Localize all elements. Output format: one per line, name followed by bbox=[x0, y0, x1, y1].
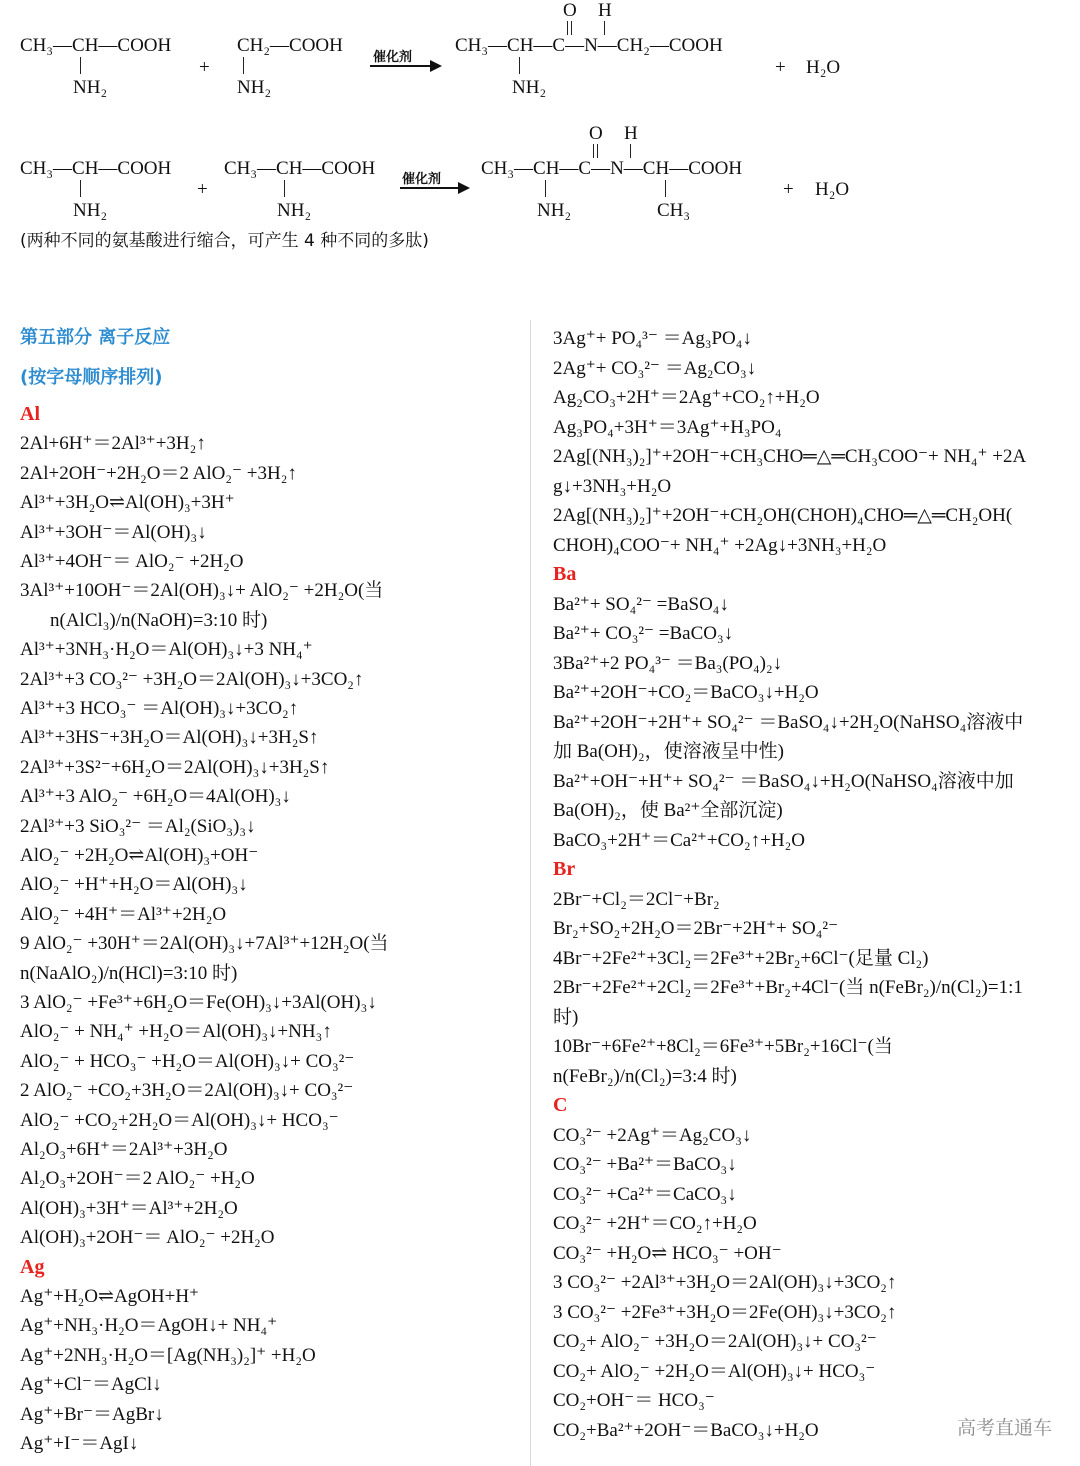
equation-line: CO₃²⁻ +Ba²⁺＝BaCO₃↓ bbox=[553, 1154, 737, 1175]
equation-line: 3Ag⁺+ PO₄³⁻ ＝Ag₃PO₄↓ bbox=[553, 328, 752, 349]
row2-product-nh2: NH₂ bbox=[537, 200, 572, 221]
equation-line: n(NaAlO₂)/n(HCl)=3:10 时) bbox=[20, 962, 238, 984]
equation-line: Ag₃PO₄+3H⁺＝3Ag⁺+H₃PO₄ bbox=[553, 416, 782, 438]
letter-heading: Ba bbox=[553, 563, 577, 585]
row1-reactant2-nh2: NH₂ bbox=[237, 77, 272, 98]
row1-product: CH₃—CH—C—N—CH₂—COOH bbox=[455, 35, 723, 56]
equation-line: AlO₂⁻ +4H⁺＝Al³⁺+2H₂O bbox=[20, 903, 227, 925]
equation-line: AlO₂⁻ +H⁺+H₂O＝Al(OH)₃↓ bbox=[20, 874, 248, 896]
equation-line: Ba²⁺+2OH⁻+2H⁺+ SO₄²⁻ ＝BaSO₄↓+2H₂O(NaHSO₄溶液中 bbox=[553, 711, 1024, 733]
equation-line: 3 CO₃²⁻ +2Al³⁺+3H₂O＝2Al(OH)₃↓+3CO₂↑ bbox=[553, 1272, 897, 1293]
equation-line: Ag₂CO₃+2H⁺＝2Ag⁺+CO₂↑+H₂O bbox=[553, 387, 820, 408]
water: H₂O bbox=[806, 57, 841, 78]
carbonyl-oxygen: O bbox=[563, 0, 577, 21]
equation-line: 3 CO₃²⁻ +2Fe³⁺+3H₂O＝2Fe(OH)₃↓+3CO₂↑ bbox=[553, 1301, 897, 1323]
equation-line: 2Ag[(NH₃)₂]⁺+2OH⁻+CH₃CHO═△═CH₃COO⁻+ NH₄⁺ +2A bbox=[553, 446, 1027, 467]
bond-line bbox=[519, 57, 520, 74]
equation-line: Al³⁺+3HS⁻+3H₂O＝Al(OH)₃↓+3H₂S↑ bbox=[20, 727, 319, 749]
catalyst-label: 催化剂 bbox=[373, 50, 413, 65]
row2-reactant2-nh2: NH₂ bbox=[277, 200, 312, 221]
amide-hydrogen: H bbox=[624, 123, 638, 144]
equation-line: CO₂+ AlO₂⁻ +2H₂O＝Al(OH)₃↓+ HCO₃⁻ bbox=[553, 1360, 876, 1382]
plus-sign: + bbox=[199, 57, 210, 78]
equation-line: CO₃²⁻ +2H⁺＝CO₂↑+H₂O bbox=[553, 1213, 757, 1234]
row2-reactant1-nh2: NH₂ bbox=[73, 200, 108, 221]
bond-line bbox=[284, 180, 285, 197]
equation-line: Ag⁺+I⁻＝AgI↓ bbox=[20, 1433, 139, 1454]
equation-line: Al³⁺+4OH⁻＝ AlO₂⁻ +2H₂O bbox=[20, 551, 244, 572]
section-subtitle: (按字母顺序排列) bbox=[20, 367, 163, 388]
bond-line bbox=[243, 57, 244, 74]
equation-line: CO₂+ AlO₂⁻ +3H₂O＝2Al(OH)₃↓+ CO₃²⁻ bbox=[553, 1331, 877, 1352]
equation-line: Al³⁺+3OH⁻＝Al(OH)₃↓ bbox=[20, 521, 207, 543]
equation-line: 2Al³⁺+3 SiO₃²⁻ ＝Al₂(SiO₃)₃↓ bbox=[20, 815, 256, 837]
column-divider bbox=[530, 320, 531, 1466]
equation-line: 2Br⁻+Cl₂＝2Cl⁻+Br₂ bbox=[553, 888, 720, 910]
row2-reactant1: CH₃—CH—COOH bbox=[20, 158, 172, 179]
equation-line: g↓+3NH₃+H₂O bbox=[553, 475, 672, 497]
double-bond-line bbox=[593, 144, 594, 158]
bond-line bbox=[604, 21, 605, 35]
row1-reactant1-nh2: NH₂ bbox=[73, 77, 108, 98]
equation-line: 3Ba²⁺+2 PO₄³⁻ ＝Ba₃(PO₄)₂↓ bbox=[553, 652, 783, 674]
equation-line: 3 AlO₂⁻ +Fe³⁺+6H₂O＝Fe(OH)₃↓+3Al(OH)₃↓ bbox=[20, 992, 377, 1013]
equation-line: 10Br⁻+6Fe²⁺+8Cl₂＝6Fe³⁺+5Br₂+16Cl⁻(当 bbox=[553, 1036, 893, 1057]
equation-line: n(FeBr₂)/n(Cl₂)=3:4 时) bbox=[553, 1065, 737, 1087]
plus-sign: + bbox=[775, 57, 786, 78]
water: H₂O bbox=[815, 179, 850, 200]
reaction-arrow-icon bbox=[400, 187, 468, 189]
equation-line: 2Ag⁺+ CO₃²⁻ ＝Ag₂CO₃↓ bbox=[553, 357, 757, 379]
diagram-caption: (两种不同的氨基酸进行缩合，可产生 4 种不同的多肽) bbox=[20, 231, 429, 251]
plus-sign: + bbox=[783, 179, 794, 200]
bond-line bbox=[545, 180, 546, 197]
amide-hydrogen: H bbox=[598, 0, 612, 21]
bond-line bbox=[630, 144, 631, 158]
equation-line: 2Ag[(NH₃)₂]⁺+2OH⁻+CH₂OH(CHOH)₄CHO═△═CH₂OH( bbox=[553, 505, 1013, 526]
equation-line: Ag⁺+2NH₃·H₂O＝[Ag(NH₃)₂]⁺ +H₂O bbox=[20, 1344, 316, 1366]
equation-line: CO₂+Ba²⁺+2OH⁻＝BaCO₃↓+H₂O bbox=[553, 1419, 819, 1441]
equation-line: Al³⁺+3NH₃·H₂O＝Al(OH)₃↓+3 NH₄⁺ bbox=[20, 639, 313, 661]
equation-line: 2Al³⁺+3 CO₃²⁻ +3H₂O＝2Al(OH)₃↓+3CO₂↑ bbox=[20, 668, 364, 690]
equation-line: CO₃²⁻ +H₂O⇌ HCO₃⁻ +OH⁻ bbox=[553, 1242, 782, 1264]
letter-heading: Al bbox=[20, 403, 40, 425]
equation-line: CO₂+OH⁻＝ HCO₃⁻ bbox=[553, 1390, 715, 1411]
equation-line: 加 Ba(OH)₂，使溶液呈中性) bbox=[553, 741, 784, 762]
equation-line: Ag⁺+H₂O⇌AgOH+H⁺ bbox=[20, 1286, 200, 1307]
equation-line: Al₂O₃+2OH⁻＝2 AlO₂⁻ +H₂O bbox=[20, 1168, 255, 1190]
equation-line: 9 AlO₂⁻ +30H⁺＝2Al(OH)₃↓+7Al³⁺+12H₂O(当 bbox=[20, 933, 389, 955]
equation-line: Ba²⁺+ CO₃²⁻ =BaCO₃↓ bbox=[553, 623, 734, 644]
equation-line: Al³⁺+3 AlO₂⁻ +6H₂O＝4Al(OH)₃↓ bbox=[20, 786, 291, 808]
letter-heading: C bbox=[553, 1094, 568, 1116]
catalyst-label: 催化剂 bbox=[402, 172, 442, 187]
equation-line: CO₃²⁻ +2Ag⁺＝Ag₂CO₃↓ bbox=[553, 1124, 752, 1146]
equation-line: AlO₂⁻ +CO₂+2H₂O＝Al(OH)₃↓+ HCO₃⁻ bbox=[20, 1109, 339, 1131]
equation-line: BaCO₃+2H⁺＝Ca²⁺+CO₂↑+H₂O bbox=[553, 829, 805, 851]
equation-line: Al³⁺+3 HCO₃⁻ ＝Al(OH)₃↓+3CO₂↑ bbox=[20, 698, 299, 719]
double-bond-line bbox=[571, 21, 572, 35]
equation-line: AlO₂⁻ + HCO₃⁻ +H₂O＝Al(OH)₃↓+ CO₃²⁻ bbox=[20, 1050, 355, 1072]
bond-line bbox=[665, 180, 666, 197]
equation-line: Ba²⁺+ SO₄²⁻ =BaSO₄↓ bbox=[553, 593, 729, 615]
equation-line: Br₂+SO₂+2H₂O＝2Br⁻+2H⁺+ SO₄²⁻ bbox=[553, 918, 839, 939]
row1-reactant1: CH₃—CH—COOH bbox=[20, 35, 172, 56]
bond-line bbox=[80, 180, 81, 197]
equation-line: Ag⁺+Cl⁻＝AgCl↓ bbox=[20, 1374, 162, 1396]
equation-line: Al³⁺+3H₂O⇌Al(OH)₃+3H⁺ bbox=[20, 492, 235, 514]
row2-product: CH₃—CH—C—N—CH—COOH bbox=[481, 158, 743, 179]
row2-product-ch3: CH₃ bbox=[657, 200, 691, 221]
equation-line: Ba(OH)₂，使 Ba²⁺全部沉淀) bbox=[553, 800, 783, 821]
double-bond-line bbox=[567, 21, 568, 35]
equation-line: Ag⁺+NH₃·H₂O＝AgOH↓+ NH₄⁺ bbox=[20, 1315, 278, 1337]
equation-line: Ba²⁺+OH⁻+H⁺+ SO₄²⁻ ＝BaSO₄↓+H₂O(NaHSO₄溶液中加 bbox=[553, 770, 1014, 792]
letter-heading: Br bbox=[553, 858, 576, 880]
plus-sign: + bbox=[197, 179, 208, 200]
row1-reactant2: CH₂—COOH bbox=[237, 35, 343, 56]
equation-line: 2Al³⁺+3S²⁻+6H₂O＝2Al(OH)₃↓+3H₂S↑ bbox=[20, 756, 330, 778]
equation-line: 2Al+6H⁺＝2Al³⁺+3H₂↑ bbox=[20, 433, 206, 455]
row1-product-nh2: NH₂ bbox=[512, 77, 547, 98]
equation-line: Ba²⁺+2OH⁻+CO₂＝BaCO₃↓+H₂O bbox=[553, 682, 819, 703]
equation-line: CHOH)₄COO⁻+ NH₄⁺ +2Ag↓+3NH₃+H₂O bbox=[553, 534, 887, 556]
watermark: 高考直通车 bbox=[956, 1417, 1052, 1439]
equation-line: n(AlCl₃)/n(NaOH)=3:10 时) bbox=[50, 609, 268, 631]
equation-line: 2 AlO₂⁻ +CO₂+3H₂O＝2Al(OH)₃↓+ CO₃²⁻ bbox=[20, 1080, 354, 1102]
double-bond-line bbox=[597, 144, 598, 158]
letter-heading: Ag bbox=[20, 1255, 45, 1278]
equation-line: AlO₂⁻ +2H₂O⇌Al(OH)₃+OH⁻ bbox=[20, 845, 259, 866]
equation-line: Ag⁺+Br⁻＝AgBr↓ bbox=[20, 1403, 164, 1425]
reaction-arrow-icon bbox=[370, 65, 440, 67]
carbonyl-oxygen: O bbox=[589, 123, 603, 144]
equation-line: 2Br⁻+2Fe²⁺+2Cl₂＝2Fe³⁺+Br₂+4Cl⁻(当 n(FeBr₂)/n(Cl₂)=1:1 bbox=[553, 977, 1023, 998]
equation-line: AlO₂⁻ + NH₄⁺ +H₂O＝Al(OH)₃↓+NH₃↑ bbox=[20, 1021, 332, 1043]
bond-line bbox=[80, 57, 81, 74]
equation-line: Al₂O₃+6H⁺＝2Al³⁺+3H₂O bbox=[20, 1139, 228, 1160]
equation-line: 时) bbox=[553, 1006, 579, 1028]
equation-line: 2Al+2OH⁻+2H₂O＝2 AlO₂⁻ +3H₂↑ bbox=[20, 462, 297, 484]
equation-line: Al(OH)₃+3H⁺＝Al³⁺+2H₂O bbox=[20, 1197, 238, 1219]
equation-line: 3Al³⁺+10OH⁻＝2Al(OH)₃↓+ AlO₂⁻ +2H₂O(当 bbox=[20, 580, 384, 602]
section-title: 第五部分 离子反应 bbox=[20, 327, 171, 348]
equation-line: CO₃²⁻ +Ca²⁺＝CaCO₃↓ bbox=[553, 1183, 737, 1205]
equation-line: Al(OH)₃+2OH⁻＝ AlO₂⁻ +2H₂O bbox=[20, 1227, 275, 1249]
equation-line: 4Br⁻+2Fe²⁺+3Cl₂＝2Fe³⁺+2Br₂+6Cl⁻(足量 Cl₂) bbox=[553, 947, 929, 969]
row2-reactant2: CH₃—CH—COOH bbox=[224, 158, 376, 179]
